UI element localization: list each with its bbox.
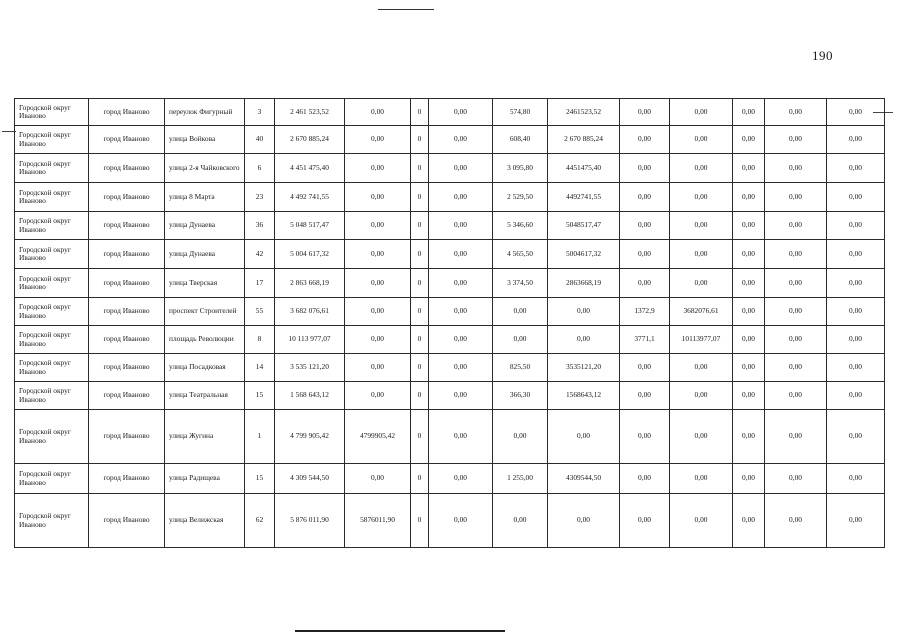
table-row	[15, 464, 885, 494]
house-number-cell: 17	[245, 269, 275, 298]
amount-cell-3: 3771,1	[620, 326, 670, 354]
street-cell: проспект Строителей	[165, 298, 245, 326]
count-cell: 0	[411, 326, 429, 354]
count-cell: 0	[411, 410, 429, 464]
house-number-cell: 15	[245, 382, 275, 410]
table-row	[15, 269, 885, 298]
table-row	[15, 212, 885, 240]
city-cell: город Иваново	[89, 183, 165, 212]
city-cell: город Иваново	[89, 269, 165, 298]
count-cell: 0	[411, 154, 429, 183]
municipality-cell: Городской округ Иваново	[15, 212, 89, 240]
table-row	[15, 240, 885, 269]
amount-cell-5: 0,00	[733, 326, 765, 354]
area-cell: 0,00	[493, 298, 548, 326]
amount-cell-7: 0,00	[827, 269, 885, 298]
amount-cell-4: 0,00	[670, 126, 733, 154]
amount-cell-1: 4799905,42	[345, 410, 411, 464]
municipality-cell: Городской округ Иваново	[15, 240, 89, 269]
amount-cell-7: 0,00	[827, 126, 885, 154]
city-cell: город Иваново	[89, 298, 165, 326]
amount-cell-2: 0,00	[429, 154, 493, 183]
amount-cell-3: 1372,9	[620, 298, 670, 326]
house-number-cell: 42	[245, 240, 275, 269]
amount-cell-2: 0,00	[429, 464, 493, 494]
municipality-cell: Городской округ Иваново	[15, 326, 89, 354]
amount-cell-7: 0,00	[827, 99, 885, 126]
amount-cell-6: 0,00	[765, 464, 827, 494]
amount-cell-6: 0,00	[765, 298, 827, 326]
table-row	[15, 99, 885, 126]
amount-cell-4: 0,00	[670, 240, 733, 269]
amount-cell-4: 0,00	[670, 183, 733, 212]
table-row	[15, 183, 885, 212]
amount-cell-4: 0,00	[670, 269, 733, 298]
sum-cell: 2863668,19	[548, 269, 620, 298]
amount-cell-4: 0,00	[670, 410, 733, 464]
amount-cell-7: 0,00	[827, 154, 885, 183]
amount-cell-3: 0,00	[620, 154, 670, 183]
street-cell: улица Жугина	[165, 410, 245, 464]
amount-cell-2: 0,00	[429, 126, 493, 154]
amount-cell-7: 0,00	[827, 410, 885, 464]
amount-cell-4: 0,00	[670, 154, 733, 183]
amount-cell-1: 0,00	[345, 126, 411, 154]
sum-cell: 1568643,12	[548, 382, 620, 410]
registry-body	[15, 99, 885, 548]
city-cell: город Иваново	[89, 154, 165, 183]
area-cell: 4 565,50	[493, 240, 548, 269]
amount-cell-5: 0,00	[733, 382, 765, 410]
street-cell: улица 2-я Чайковского	[165, 154, 245, 183]
house-number-cell: 23	[245, 183, 275, 212]
area-cell: 574,80	[493, 99, 548, 126]
house-number-cell: 55	[245, 298, 275, 326]
city-cell: город Иваново	[89, 494, 165, 548]
municipality-cell: Городской округ Иваново	[15, 494, 89, 548]
amount-cell-6: 0,00	[765, 183, 827, 212]
amount-cell-7: 0,00	[827, 354, 885, 382]
amount-cell-1: 0,00	[345, 240, 411, 269]
total-cost-cell: 10 113 977,07	[275, 326, 345, 354]
area-cell: 608,40	[493, 126, 548, 154]
total-cost-cell: 3 535 121,20	[275, 354, 345, 382]
street-cell: улица Войкова	[165, 126, 245, 154]
count-cell: 0	[411, 354, 429, 382]
table-row	[15, 494, 885, 548]
amount-cell-2: 0,00	[429, 326, 493, 354]
table-row	[15, 126, 885, 154]
count-cell: 0	[411, 269, 429, 298]
amount-cell-3: 0,00	[620, 494, 670, 548]
amount-cell-3: 0,00	[620, 269, 670, 298]
total-cost-cell: 4 309 544,50	[275, 464, 345, 494]
amount-cell-4: 0,00	[670, 494, 733, 548]
city-cell: город Иваново	[89, 212, 165, 240]
count-cell: 0	[411, 298, 429, 326]
count-cell: 0	[411, 240, 429, 269]
municipality-cell: Городской округ Иваново	[15, 269, 89, 298]
amount-cell-7: 0,00	[827, 464, 885, 494]
area-cell: 3 095,80	[493, 154, 548, 183]
street-cell: улица Театральная	[165, 382, 245, 410]
street-cell: улица Радищева	[165, 464, 245, 494]
total-cost-cell: 4 492 741,55	[275, 183, 345, 212]
amount-cell-2: 0,00	[429, 298, 493, 326]
count-cell: 0	[411, 183, 429, 212]
amount-cell-3: 0,00	[620, 382, 670, 410]
house-number-cell: 40	[245, 126, 275, 154]
total-cost-cell: 2 863 668,19	[275, 269, 345, 298]
amount-cell-3: 0,00	[620, 183, 670, 212]
total-cost-cell: 4 451 475,40	[275, 154, 345, 183]
amount-cell-5: 0,00	[733, 154, 765, 183]
street-cell: улица 8 Марта	[165, 183, 245, 212]
municipality-cell: Городской округ Иваново	[15, 99, 89, 126]
amount-cell-1: 0,00	[345, 99, 411, 126]
amount-cell-5: 0,00	[733, 298, 765, 326]
area-cell: 2 529,50	[493, 183, 548, 212]
amount-cell-4: 3682076,61	[670, 298, 733, 326]
total-cost-cell: 5 048 517,47	[275, 212, 345, 240]
amount-cell-3: 0,00	[620, 126, 670, 154]
amount-cell-2: 0,00	[429, 183, 493, 212]
sum-cell: 0,00	[548, 494, 620, 548]
page-number: 190	[812, 48, 833, 63]
top-rule	[378, 9, 434, 10]
amount-cell-1: 0,00	[345, 354, 411, 382]
amount-cell-6: 0,00	[765, 99, 827, 126]
table-row	[15, 410, 885, 464]
area-cell: 366,30	[493, 382, 548, 410]
amount-cell-4: 0,00	[670, 354, 733, 382]
amount-cell-3: 0,00	[620, 240, 670, 269]
city-cell: город Иваново	[89, 382, 165, 410]
amount-cell-7: 0,00	[827, 183, 885, 212]
house-number-cell: 8	[245, 326, 275, 354]
amount-cell-1: 0,00	[345, 464, 411, 494]
amount-cell-2: 0,00	[429, 410, 493, 464]
sum-cell: 4451475,40	[548, 154, 620, 183]
house-number-cell: 36	[245, 212, 275, 240]
municipality-cell: Городской округ Иваново	[15, 183, 89, 212]
amount-cell-2: 0,00	[429, 240, 493, 269]
amount-cell-6: 0,00	[765, 269, 827, 298]
sum-cell: 3535121,20	[548, 354, 620, 382]
house-number-cell: 62	[245, 494, 275, 548]
amount-cell-2: 0,00	[429, 99, 493, 126]
house-number-cell: 1	[245, 410, 275, 464]
total-cost-cell: 1 568 643,12	[275, 382, 345, 410]
sum-cell: 0,00	[548, 298, 620, 326]
amount-cell-5: 0,00	[733, 212, 765, 240]
total-cost-cell: 2 670 885,24	[275, 126, 345, 154]
table-row	[15, 382, 885, 410]
amount-cell-5: 0,00	[733, 126, 765, 154]
amount-cell-1: 0,00	[345, 183, 411, 212]
house-number-cell: 3	[245, 99, 275, 126]
table-row	[15, 298, 885, 326]
city-cell: город Иваново	[89, 126, 165, 154]
amount-cell-6: 0,00	[765, 126, 827, 154]
amount-cell-7: 0,00	[827, 326, 885, 354]
city-cell: город Иваново	[89, 240, 165, 269]
total-cost-cell: 4 799 905,42	[275, 410, 345, 464]
table-row	[15, 326, 885, 354]
bottom-rule	[295, 630, 505, 632]
amount-cell-5: 0,00	[733, 494, 765, 548]
street-cell: улица Дунаева	[165, 240, 245, 269]
amount-cell-1: 0,00	[345, 154, 411, 183]
table-row	[15, 154, 885, 183]
amount-cell-4: 0,00	[670, 464, 733, 494]
amount-cell-5: 0,00	[733, 183, 765, 212]
street-cell: улица Посадковая	[165, 354, 245, 382]
registry-table	[14, 98, 885, 548]
area-cell: 825,50	[493, 354, 548, 382]
house-number-cell: 14	[245, 354, 275, 382]
municipality-cell: Городской округ Иваново	[15, 410, 89, 464]
amount-cell-4: 0,00	[670, 99, 733, 126]
amount-cell-4: 10113977,07	[670, 326, 733, 354]
amount-cell-1: 0,00	[345, 269, 411, 298]
municipality-cell: Городской округ Иваново	[15, 298, 89, 326]
city-cell: город Иваново	[89, 354, 165, 382]
sum-cell: 2 670 885,24	[548, 126, 620, 154]
amount-cell-3: 0,00	[620, 410, 670, 464]
area-cell: 1 255,00	[493, 464, 548, 494]
amount-cell-4: 0,00	[670, 212, 733, 240]
amount-cell-2: 0,00	[429, 382, 493, 410]
amount-cell-6: 0,00	[765, 410, 827, 464]
table-row	[15, 354, 885, 382]
amount-cell-1: 5876011,90	[345, 494, 411, 548]
total-cost-cell: 5 004 617,32	[275, 240, 345, 269]
house-number-cell: 15	[245, 464, 275, 494]
house-number-cell: 6	[245, 154, 275, 183]
street-cell: улица Дунаева	[165, 212, 245, 240]
amount-cell-7: 0,00	[827, 494, 885, 548]
amount-cell-6: 0,00	[765, 326, 827, 354]
total-cost-cell: 5 876 011,90	[275, 494, 345, 548]
amount-cell-3: 0,00	[620, 354, 670, 382]
amount-cell-1: 0,00	[345, 382, 411, 410]
count-cell: 0	[411, 464, 429, 494]
amount-cell-4: 0,00	[670, 382, 733, 410]
count-cell: 0	[411, 382, 429, 410]
sum-cell: 2461523,52	[548, 99, 620, 126]
amount-cell-7: 0,00	[827, 382, 885, 410]
street-cell: улица Велижская	[165, 494, 245, 548]
area-cell: 0,00	[493, 326, 548, 354]
amount-cell-7: 0,00	[827, 298, 885, 326]
amount-cell-5: 0,00	[733, 99, 765, 126]
sum-cell: 5048517,47	[548, 212, 620, 240]
amount-cell-6: 0,00	[765, 154, 827, 183]
amount-cell-3: 0,00	[620, 212, 670, 240]
area-cell: 0,00	[493, 494, 548, 548]
amount-cell-5: 0,00	[733, 410, 765, 464]
amount-cell-1: 0,00	[345, 212, 411, 240]
area-cell: 0,00	[493, 410, 548, 464]
amount-cell-6: 0,00	[765, 212, 827, 240]
count-cell: 0	[411, 212, 429, 240]
municipality-cell: Городской округ Иваново	[15, 126, 89, 154]
total-cost-cell: 3 682 076,61	[275, 298, 345, 326]
total-cost-cell: 2 461 523,52	[275, 99, 345, 126]
city-cell: город Иваново	[89, 464, 165, 494]
amount-cell-5: 0,00	[733, 464, 765, 494]
municipality-cell: Городской округ Иваново	[15, 382, 89, 410]
amount-cell-7: 0,00	[827, 240, 885, 269]
street-cell: улица Тверская	[165, 269, 245, 298]
area-cell: 5 346,60	[493, 212, 548, 240]
amount-cell-3: 0,00	[620, 464, 670, 494]
city-cell: город Иваново	[89, 99, 165, 126]
municipality-cell: Городской округ Иваново	[15, 354, 89, 382]
municipality-cell: Городской округ Иваново	[15, 154, 89, 183]
amount-cell-6: 0,00	[765, 494, 827, 548]
amount-cell-6: 0,00	[765, 240, 827, 269]
count-cell: 0	[411, 126, 429, 154]
amount-cell-2: 0,00	[429, 354, 493, 382]
city-cell: город Иваново	[89, 326, 165, 354]
amount-cell-1: 0,00	[345, 326, 411, 354]
amount-cell-7: 0,00	[827, 212, 885, 240]
municipality-cell: Городской округ Иваново	[15, 464, 89, 494]
amount-cell-3: 0,00	[620, 99, 670, 126]
sum-cell: 0,00	[548, 326, 620, 354]
amount-cell-5: 0,00	[733, 269, 765, 298]
amount-cell-2: 0,00	[429, 269, 493, 298]
sum-cell: 4492741,55	[548, 183, 620, 212]
amount-cell-1: 0,00	[345, 298, 411, 326]
sum-cell: 5004617,32	[548, 240, 620, 269]
city-cell: город Иваново	[89, 410, 165, 464]
count-cell: 0	[411, 99, 429, 126]
amount-cell-2: 0,00	[429, 212, 493, 240]
amount-cell-5: 0,00	[733, 240, 765, 269]
amount-cell-5: 0,00	[733, 354, 765, 382]
amount-cell-6: 0,00	[765, 382, 827, 410]
sum-cell: 4309544,50	[548, 464, 620, 494]
street-cell: переулок Фигурный	[165, 99, 245, 126]
amount-cell-6: 0,00	[765, 354, 827, 382]
sum-cell: 0,00	[548, 410, 620, 464]
area-cell: 3 374,50	[493, 269, 548, 298]
count-cell: 0	[411, 494, 429, 548]
street-cell: площадь Революции	[165, 326, 245, 354]
amount-cell-2: 0,00	[429, 494, 493, 548]
